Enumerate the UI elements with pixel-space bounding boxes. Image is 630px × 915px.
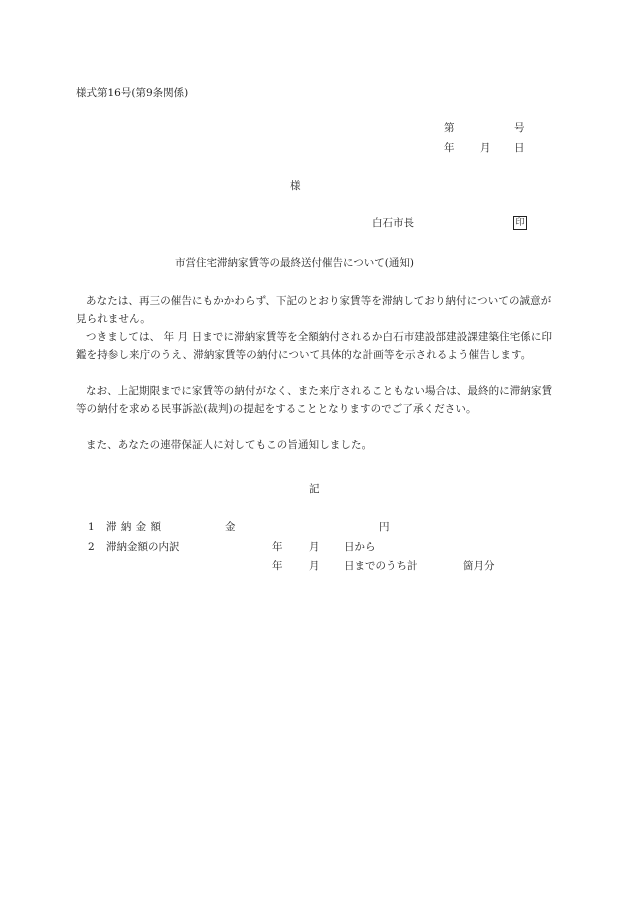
item-2-line1-month: 月: [309, 541, 320, 553]
date-day-label: 日: [514, 142, 525, 154]
addressee-suffix: 様: [290, 180, 301, 192]
body-paragraph-3: なお、上記期限までに家賃等の納付がなく、また来庁されることもない場合は、最終的に滞納家賃等の納付を求める民事訴訟(裁判)の提起をすることとなりますのでご了承ください。: [76, 385, 553, 415]
document-number-suffix: 号: [514, 122, 525, 134]
item-1-prefix: 金: [225, 521, 236, 533]
item-2-line2-tail: 日までのうち計: [344, 560, 418, 572]
date-year-label: 年: [444, 142, 455, 154]
item-2-line1-year: 年: [272, 541, 283, 553]
item-1-number: 1: [88, 521, 95, 533]
body-paragraph-4: また、あなたの連帯保証人に対してもこの旨通知しました。: [86, 439, 373, 451]
document-title: 市営住宅滞納家賃等の最終送付催告について(通知): [175, 257, 414, 269]
body-paragraph-1: あなたは、再三の催告にもかかわらず、下記のとおり家賃等を滞納しており納付についての誠意が見られません。: [76, 295, 552, 325]
form-number: 様式第16号(第9条関係): [76, 87, 189, 99]
item-1-unit: 円: [379, 521, 390, 533]
body-paragraph-2: つきましては、 年 月 日までに滞納家賃等を全額納付されるか白石市建設部建設課建築住宅係に印鑑を持参し来庁のうえ、滞納家賃等の納付について具体的な計画等を示されるよう催告します。: [76, 331, 553, 361]
date-month-label: 月: [480, 142, 491, 154]
item-2-line2-month: 月: [309, 560, 320, 572]
document-number-prefix: 第: [444, 122, 455, 134]
item-1-label: 滞 納 金 額: [106, 521, 162, 533]
item-2-number: 2: [88, 541, 95, 553]
item-2-line1-tail: 日から: [344, 541, 376, 553]
item-2-line2-year: 年: [272, 560, 283, 572]
seal-mark: 印: [513, 216, 527, 230]
item-2-label: 滞納金額の内訳: [106, 541, 180, 553]
ki-heading: 記: [309, 483, 320, 495]
issuer-name: 白石市長: [372, 217, 414, 229]
item-2-line2-suffix: 箇月分: [463, 560, 495, 572]
